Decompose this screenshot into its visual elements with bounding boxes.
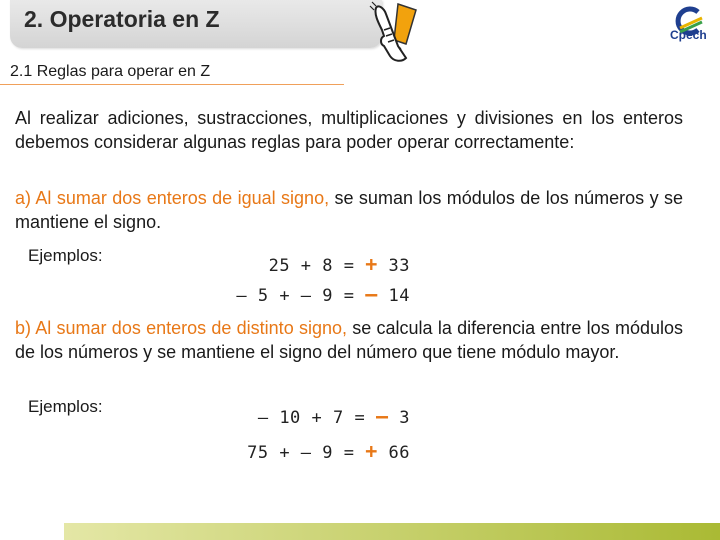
rule-a-example-1 bbox=[210, 252, 410, 276]
section-subtitle: 2.1 Reglas para operar en Z bbox=[10, 63, 211, 80]
example-result-sign: + bbox=[365, 252, 378, 276]
footer-bar bbox=[64, 523, 720, 540]
example-expression: – 10 + 7 = bbox=[257, 408, 366, 428]
rule-b-example-1 bbox=[210, 404, 410, 428]
rule-a-highlight: a) Al sumar dos enteros de igual signo, bbox=[15, 188, 330, 208]
example-result-sign: – bbox=[375, 404, 389, 428]
example-expression: 75 + – 9 = bbox=[247, 443, 355, 463]
title-bar bbox=[10, 0, 382, 48]
rule-a-examples-label: Ejemplos: bbox=[28, 246, 103, 265]
rule-a-paragraph bbox=[15, 186, 683, 234]
example-result: 66 bbox=[388, 443, 410, 463]
pointing-hand-icon bbox=[368, 0, 424, 66]
rule-b-paragraph bbox=[15, 316, 683, 364]
rule-b-examples-label: Ejemplos: bbox=[28, 397, 103, 416]
page-title: 2. Operatoria en Z bbox=[24, 6, 220, 32]
example-result: 3 bbox=[399, 408, 410, 428]
logo-text: Cpech bbox=[670, 28, 707, 42]
example-result-sign: + bbox=[365, 439, 378, 463]
rule-a-text: se suman los módulos de los números y se mantiene el signo. bbox=[15, 188, 683, 232]
example-expression: – 5 + – 9 = bbox=[236, 286, 355, 306]
example-result: 33 bbox=[388, 256, 410, 276]
example-result-sign: – bbox=[365, 282, 378, 306]
rule-b-highlight: b) Al sumar dos enteros de distinto signo, bbox=[15, 318, 347, 338]
rule-b-text: se calcula la diferencia entre los módulos de los números y se mantiene el signo del número que tiene módulo mayor. bbox=[15, 318, 683, 362]
intro-paragraph: Al realizar adiciones, sustracciones, multiplicaciones y divisiones en los enteros debemos considerar algunas reglas para poder operar correctamente: bbox=[15, 108, 683, 152]
rule-a-example-2 bbox=[210, 282, 410, 306]
rule-b-example-2 bbox=[210, 439, 410, 463]
example-result: 14 bbox=[388, 286, 410, 306]
example-expression: 25 + 8 = bbox=[268, 256, 355, 276]
subtitle-underline bbox=[0, 84, 344, 85]
